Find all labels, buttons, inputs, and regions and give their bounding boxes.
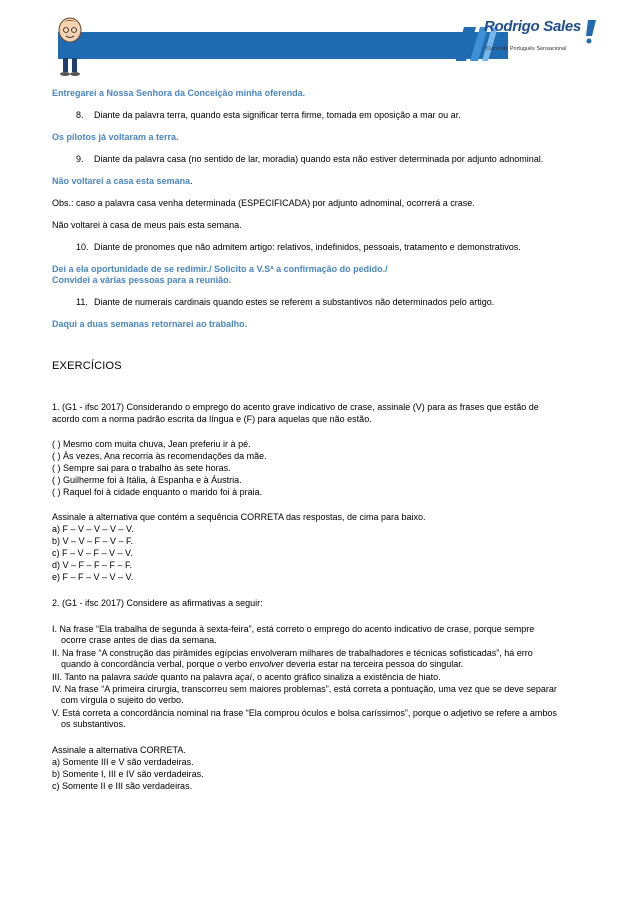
rule-text: Diante da palavra casa (no sentido de lar, moradia) quando esta não estiver determinada por adjunto adnominal. [94,154,544,164]
plain-line: Não voltarei à casa de meus pais esta semana. [52,220,242,230]
question-text: . (G1 - ifsc 2017) Considerando o emprego do acento grave indicativo de crase, assinale (V) para as frases que estão de [57,402,539,412]
example-line: Daqui a duas semanas retornarei ao trabalho. [52,319,248,329]
rule-item-9 [76,154,543,165]
q1-option: c) F – V – F – V – V. [52,548,133,558]
logo-exclamation-icon [582,20,600,44]
header-banner [58,32,508,59]
question-text: . (G1 - ifsc 2017) Considere as afirmativas a seguir: [57,598,263,608]
question-1-intro [52,402,539,413]
statement-text: I. Na frase “Ela trabalha de segunda à sexta-feira”, está correto o emprego do acento indicativo de crase, porque sempre ocorre crase antes de dias da semana. [52,624,535,646]
rule-item-10 [76,242,521,253]
q1-item: ( ) Sempre sai para o trabalho às sete horas. [52,463,231,473]
q1-prompt: Assinale a alternativa que contém a sequência CORRETA das respostas, de cima para baixo. [52,512,426,522]
statement-emphasis: açaí [234,672,252,682]
example-suffix: . [190,176,193,186]
note-line: Obs.: caso a palavra casa venha determinada (ESPECIFICADA) por adjunto adnominal, ocorrerá a crase. [52,198,475,208]
question-2-intro [52,598,263,609]
example-line: Os pilotos já voltaram a terra. [52,132,179,142]
rule-number: 9. [76,154,84,164]
logo [484,18,604,60]
q2-prompt: Assinale a alternativa CORRETA. [52,745,186,755]
logo-name: Rodrigo Sales [484,18,581,35]
q2-option: c) Somente II e III são verdadeiras. [52,781,193,791]
example-text: Não voltarei a casa esta semana [52,176,191,186]
q1-item: ( ) Guilherme foi à Itália, à Espanha e à Áustria. [52,475,242,485]
q1-option: a) F – V – V – V – V. [52,524,134,534]
q1-item: ( ) Mesmo com muita chuva, Jean preferiu ir à pé. [52,439,251,449]
statement-text: IV. Na frase “A primeira cirurgia, transcorreu sem maiores problemas”, está correta a pontuação, uma vez que se deve separar com vírgula o sujeito do verbo. [52,684,557,706]
example-line [52,176,193,187]
q2-statement-iii [52,672,559,683]
rule-text: Diante de pronomes que não admitem artigo: relativos, indefinidos, pessoais, tratamento e demonstrativos. [94,242,521,252]
q2-statement-v [52,708,559,731]
rule-text: Diante da palavra terra, quando esta significar terra firme, tomada em oposição a mar ou ar. [94,110,461,120]
rule-item-11 [76,297,494,308]
rule-item-8 [76,110,461,121]
question-number: 2 [52,598,58,608]
q1-option: d) V – F – F – F – F. [52,560,133,570]
statement-emphasis: saúde [133,672,158,682]
q2-statement-iv [52,684,559,707]
q2-option: b) Somente I, III e IV são verdadeiras. [52,769,204,779]
example-line: Dei a ela oportunidade de se redimir./ Solicito a V.Sª a confirmação do pedido./ [52,264,388,274]
q2-option: a) Somente III e V são verdadeiras. [52,757,194,767]
rule-number: 11. [76,297,88,307]
statement-text: quanto na palavra [157,672,235,682]
statement-text: , o acento gráfico sinaliza a existência de hiato. [252,672,441,682]
statement-text: II. Na frase “A construção das pirâmides egípcias envolveram milhares de trabalhadores e técnicas sofisticadas”, há erro quando à concordância verbal, porque o verbo [52,648,533,670]
page-header [0,0,638,80]
q1-item: ( ) Raquel foi à cidade enquanto o marido foi à praia. [52,487,263,497]
statement-text: deveria estar na terceira pessoa do singular. [283,659,464,670]
example-line: Convidei a várias pessoas para a reunião. [52,275,232,285]
example-line: Entregarei a Nossa Senhora da Conceição minha oferenda. [52,88,306,98]
question-1-intro-cont: acordo com a norma padrão escrita da língua e (F) para aquelas que não estão. [52,414,372,424]
logo-subtitle: Curso de Português Sensacional [486,46,567,52]
rule-number: 10. [76,242,89,252]
rule-number: 8. [76,110,84,120]
statement-text: V. Está correta a concordância nominal na frase “Ela comprou óculos e bolsa caríssimos”, porque o adjetivo se refere a ambos os substantivos. [52,708,557,730]
mascot-icon [48,14,92,78]
statement-emphasis: envolver [249,659,284,670]
q1-option: e) F – F – V – V – V. [52,572,134,582]
rule-text: Diante de numerais cardinais quando estes se referem a substantivos não determinados pelo artigo. [94,297,495,307]
q1-option: b) V – V – F – V – F. [52,536,134,546]
question-number: 1 [52,402,58,412]
q2-statement-ii [52,648,559,671]
q1-item: ( ) Às vezes, Ana recorria às recomendações da mãe. [52,451,267,461]
statement-text: III. Tanto na palavra [52,672,134,682]
exercises-title: EXERCÍCIOS [52,360,122,372]
q2-statement-i [52,624,559,647]
